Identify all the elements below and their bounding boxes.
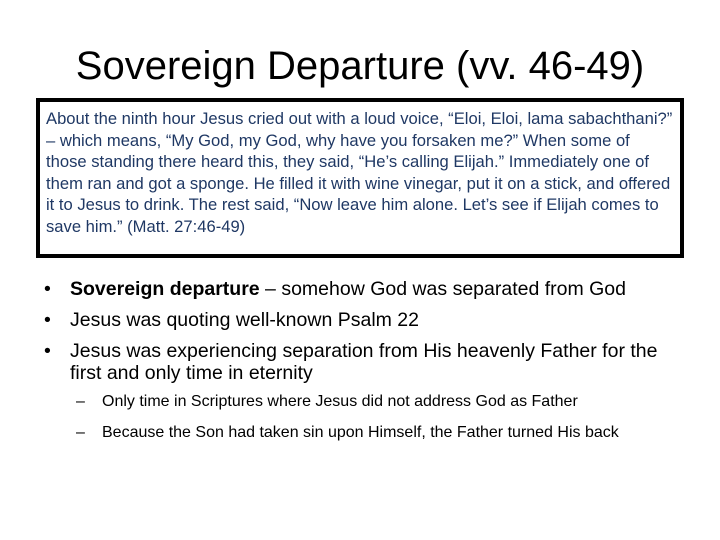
scripture-quote-box — [36, 98, 684, 258]
sub-bullet-list — [44, 393, 684, 442]
bullet-marker: • — [44, 309, 51, 331]
bullet-text: Jesus was experiencing separation from His heavenly Father for the first and only time in eternity — [70, 340, 658, 384]
bullet-marker: • — [44, 278, 51, 300]
slide-title: Sovereign Departure (vv. 46-49) — [75, 44, 645, 88]
bullet-item — [44, 340, 684, 384]
sub-bullet-item — [44, 424, 684, 442]
bullet-text: – somehow God was separated from God — [259, 278, 626, 300]
bullet-item — [44, 309, 684, 331]
bullet-list — [44, 278, 684, 455]
sub-bullet-item — [44, 393, 684, 411]
bullet-marker: • — [44, 340, 51, 362]
bullet-bold-text: Sovereign departure — [70, 278, 260, 300]
sub-bullet-text: Only time in Scriptures where Jesus did not address God as Father — [102, 393, 578, 410]
bullet-item — [44, 278, 684, 300]
bullet-text: Jesus was quoting well-known Psalm 22 — [70, 309, 420, 331]
sub-bullet-text: Because the Son had taken sin upon Himself, the Father turned His back — [102, 424, 619, 441]
scripture-quote-text: About the ninth hour Jesus cried out with a loud voice, “Eloi, Eloi, lama sabachthani?” – which means, “My God, my God, why have you forsaken me?” When some of those standing there heard this, they said, “He’s calling Elijah.” Immediately one of them ran and got a sponge. He filled it with wine vinegar, put it on a stick, and offered it to Jesus to drink. The rest said, “Now leave him alone. Let’s see if Elijah comes to save him.” (Matt. 27:46-49) — [46, 109, 673, 236]
sub-bullet-marker: – — [76, 393, 85, 410]
sub-bullet-marker: – — [76, 424, 85, 441]
